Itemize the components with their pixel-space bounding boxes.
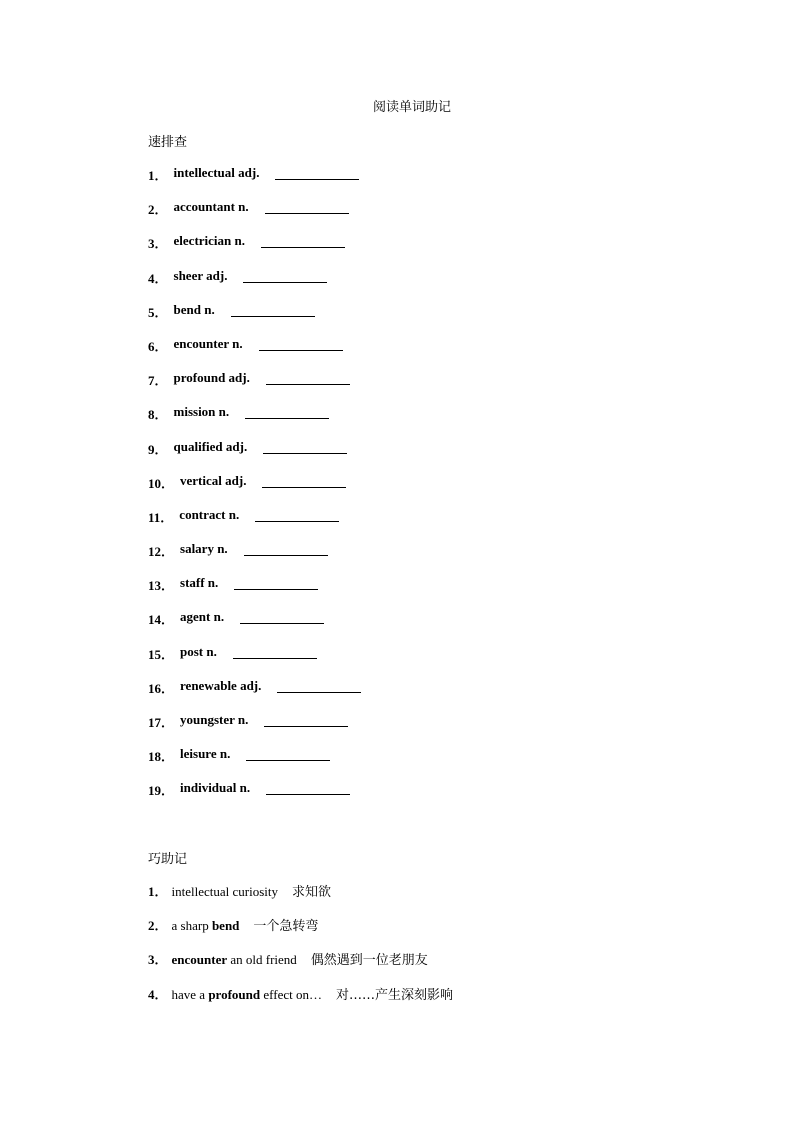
word-text: renewable adj. <box>180 677 262 693</box>
word-item: 14． agent n. <box>148 609 361 643</box>
chinese-meaning: 求知欲 <box>292 885 332 900</box>
word-text: individual n. <box>180 780 251 796</box>
word-text: encounter n. <box>173 335 243 351</box>
word-item: 17． youngster n. <box>148 712 361 746</box>
answer-blank <box>265 199 349 214</box>
memory-aid-item: 2． a sharp bend 一个急转弯 <box>148 918 319 935</box>
word-item: 5． bend n. <box>148 302 361 336</box>
word-text: profound adj. <box>173 370 250 386</box>
answer-blank <box>266 780 350 795</box>
answer-blank <box>245 404 329 419</box>
answer-blank <box>244 541 328 556</box>
word-item: 19． individual n. <box>148 780 361 814</box>
answer-blank <box>246 746 330 761</box>
word-text: mission n. <box>173 404 230 420</box>
word-item: 7． profound adj. <box>148 370 361 404</box>
answer-blank <box>263 439 347 454</box>
word-item: 16． renewable adj. <box>148 678 361 712</box>
word-item: 13． staff n. <box>148 575 361 609</box>
section-heading-quick-check: 速排查 <box>148 135 188 150</box>
memory-aid-item: 1． intellectual curiosity 求知欲 <box>148 884 332 900</box>
chinese-meaning: 一个急转弯 <box>253 919 319 935</box>
word-text: youngster n. <box>180 712 249 727</box>
word-text: vertical adj. <box>180 472 247 488</box>
word-text: post n. <box>180 643 217 659</box>
chinese-meaning: 对……产生深刻影响 <box>335 987 453 1003</box>
answer-blank <box>259 336 343 351</box>
answer-blank <box>231 302 315 317</box>
word-item: 9． qualified adj. <box>148 439 361 473</box>
answer-blank <box>262 473 346 488</box>
word-text: agent n. <box>180 609 225 625</box>
answer-blank <box>277 678 361 693</box>
word-item: 8． mission n. <box>148 404 361 438</box>
word-text: staff n. <box>180 575 219 591</box>
answer-blank <box>243 268 327 283</box>
word-item: 11． contract n. <box>148 507 361 541</box>
answer-blank <box>233 644 317 659</box>
answer-blank <box>255 507 339 522</box>
word-text: accountant n. <box>173 199 249 215</box>
answer-blank <box>261 233 345 248</box>
word-item: 4． sheer adj. <box>148 268 361 302</box>
word-item: 12． salary n. <box>148 541 361 575</box>
answer-blank <box>266 370 350 385</box>
word-item: 18． leisure n. <box>148 746 361 780</box>
memory-aid-item: 4． have a profound effect on… 对……产生深刻影响 <box>148 986 453 1003</box>
page-title: 阅读单词助记 <box>372 100 451 115</box>
word-text: electrician n. <box>173 233 245 249</box>
memory-aid-item: 3． encounter an old friend 偶然遇到一位老朋友 <box>148 952 428 969</box>
word-item: 10． vertical adj. <box>148 473 361 507</box>
word-text: intellectual adj. <box>173 165 260 180</box>
word-text: bend n. <box>173 301 215 317</box>
word-text: sheer adj. <box>173 267 228 283</box>
word-text: leisure n. <box>180 746 231 762</box>
word-text: salary n. <box>180 541 228 557</box>
word-list <box>148 165 361 815</box>
word-text: qualified adj. <box>173 438 248 454</box>
memory-aid-list <box>148 881 453 1018</box>
answer-blank <box>240 609 324 624</box>
word-item: 2． accountant n. <box>148 199 361 233</box>
chinese-meaning: 偶然遇到一位老朋友 <box>310 953 428 969</box>
word-item: 1． intellectual adj. <box>148 165 361 199</box>
section-heading-memory-aid: 巧助记 <box>148 852 188 867</box>
word-item: 3． electrician n. <box>148 233 361 267</box>
answer-blank <box>234 575 318 590</box>
word-text: contract n. <box>179 506 240 522</box>
answer-blank <box>264 712 348 727</box>
word-item: 15． post n. <box>148 644 361 678</box>
word-item: 6． encounter n. <box>148 336 361 370</box>
answer-blank <box>275 165 359 180</box>
